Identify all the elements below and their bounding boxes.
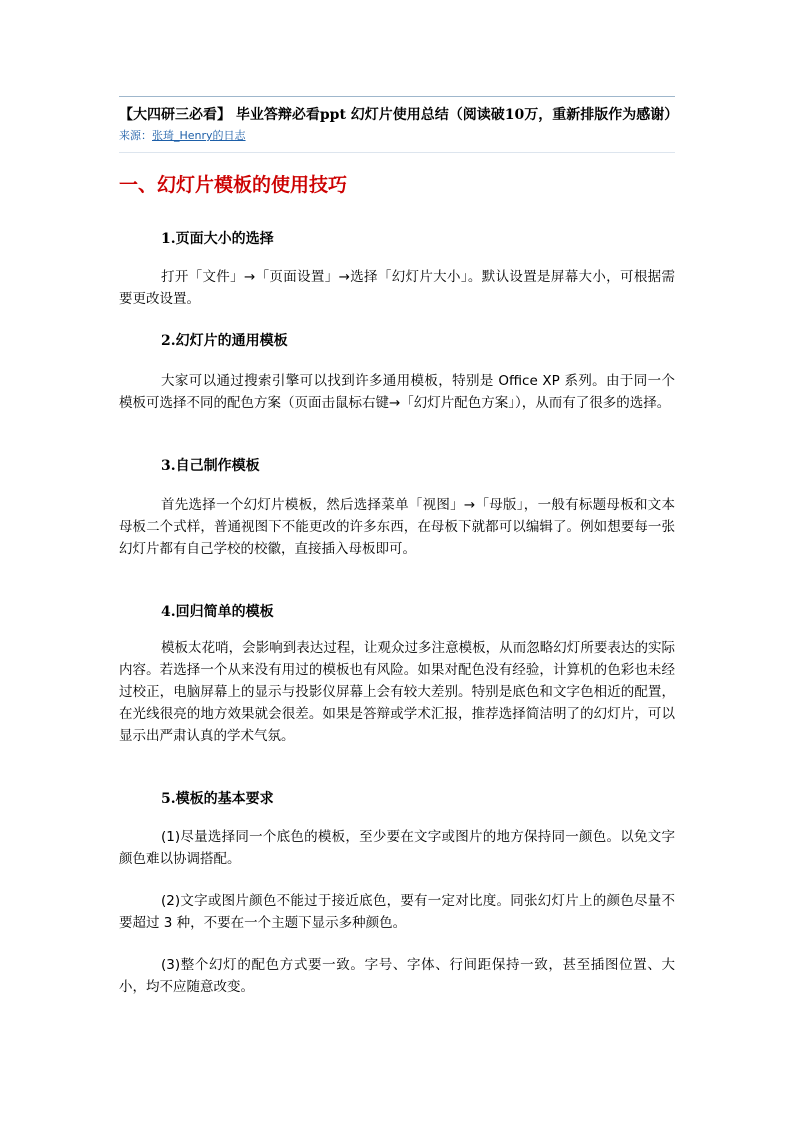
- requirement-2: (2)文字或图片颜色不能过于接近底色，要有一定对比度。同张幻灯片上的颜色尽量不要超过 3 种，不要在一个主题下显示多种颜色。: [119, 893, 675, 931]
- requirement-1: (1)尽量选择同一个底色的模板，至少要在文字或图片的地方保持同一颜色。以免文字颜色难以协调搭配。: [119, 829, 675, 867]
- source-link[interactable]: 张琦_Henry的日志: [152, 129, 246, 142]
- subsection-heading-3: 3.自己制作模板: [161, 458, 260, 474]
- subsection-heading-2: 2.幻灯片的通用模板: [161, 333, 288, 349]
- post-header: [119, 97, 679, 152]
- paragraph-3: 首先选择一个幻灯片模板，然后选择菜单「视图」→「母版」，一般有标题母板和文本母板二个式样，普通视图下不能更改的许多东西，在母板下就都可以编辑了。例如想要每一张幻灯片都有自己学校的校徽，直接插入母板即可。: [119, 497, 675, 557]
- requirement-3: (3)整个幻灯的配色方式要一致。字号、字体、行间距保持一致，甚至插图位置、大小，均不应随意改变。: [119, 957, 675, 995]
- paragraph-1: 打开「文件」→「页面设置」→选择「幻灯片大小」。默认设置是屏幕大小，可根据需要更改设置。: [119, 269, 675, 307]
- document-page: [119, 96, 679, 199]
- paragraph-2: 大家可以通过搜索引擎可以找到许多通用模板，特别是 Office XP 系列。由于同一个模板可选择不同的配色方案（页面击鼠标右键→「幻灯片配色方案」），从而有了很多的选择。: [119, 373, 675, 411]
- subsection-heading-1: 1.页面大小的选择: [161, 231, 274, 247]
- section-title: 一、幻灯片模板的使用技巧: [119, 174, 348, 196]
- paragraph-4: 模板太花哨，会影响到表达过程，让观众过多注意模板，从而忽略幻灯所要表达的实际内容。若选择一个从来没有用过的模板也有风险。如果对配色没有经验，计算机的色彩也未经过校正，电脑屏幕上的显示与投影仪屏幕上会有较大差别。特别是底色和文字色相近的配置，在光线很亮的地方效果就会很差。如果是答辩或学术汇报，推荐选择简洁明了的幻灯片，可以显示出严肃认真的学术气氛。: [119, 640, 675, 744]
- subsection-heading-4: 4.回归简单的模板: [161, 604, 274, 620]
- header-bottom-rule: [119, 152, 675, 153]
- post-title: 【大四研三必看】 毕业答辩必看ppt 幻灯片使用总结（阅读破10万，重新排版作为感谢）: [119, 107, 679, 123]
- subsection-heading-5: 5.模板的基本要求: [161, 791, 274, 807]
- source-label: 来源：: [119, 129, 152, 142]
